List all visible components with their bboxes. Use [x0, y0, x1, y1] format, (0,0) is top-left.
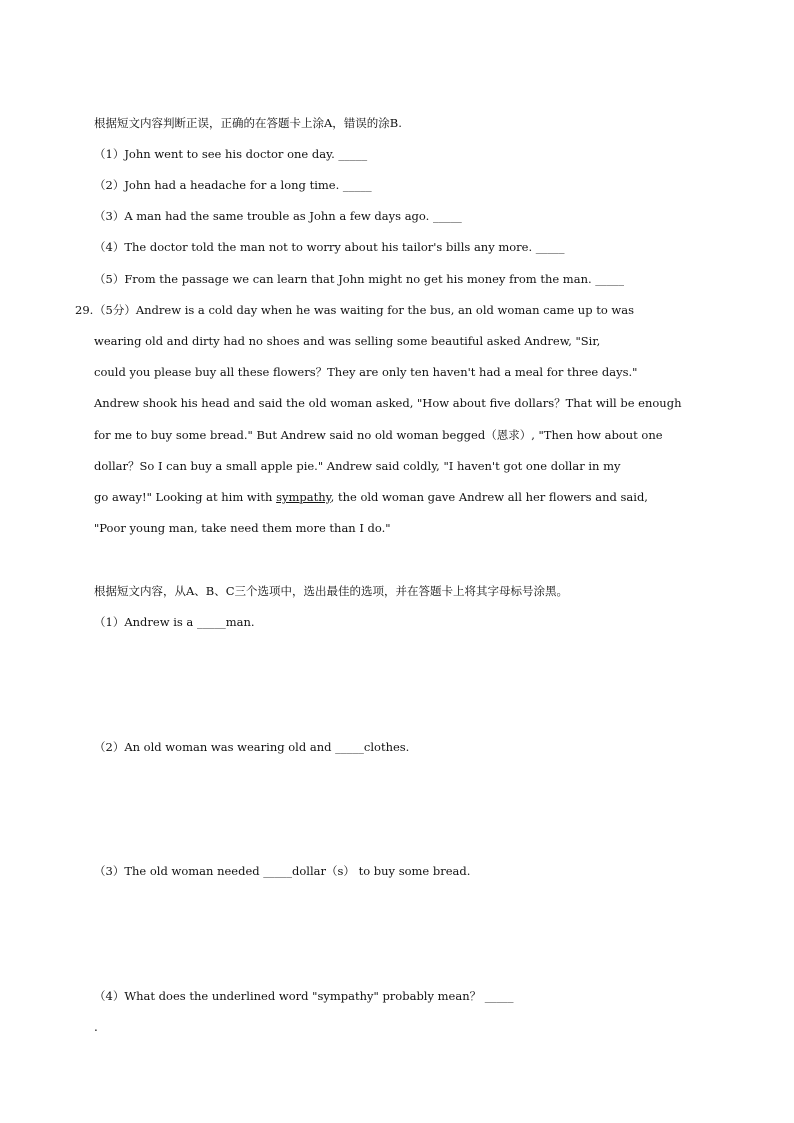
question-number: 29.	[75, 303, 94, 317]
passage-line-5: for me to buy some bread." But Andrew said no old woman begged（恩求）, "Then how about one	[94, 428, 663, 442]
mc-item-1: （1）Andrew is a _____man.	[94, 615, 255, 629]
passage-line-7-end: , the old woman gave Andrew all her flowers and said,	[330, 490, 648, 504]
section1-instruction: 根据短文内容判断正误，正确的在答题卡上涂A，错误的涂B.	[94, 116, 402, 130]
passage-line-7	[94, 489, 648, 505]
tf-item-2: （2）John had a headache for a long time. _____	[94, 178, 372, 192]
mc-item-2: （2）An old woman was wearing old and _____clothes.	[94, 740, 410, 754]
passage-line-6: dollar？So I can buy a small apple pie." Andrew said coldly, "I haven't got one dollar in my	[94, 459, 621, 473]
tf-item-4: （4）The doctor told the man not to worry about his tailor's bills any more. _____	[94, 240, 565, 254]
mc-item-3: （3）The old woman needed _____dollar（s） to buy some bread.	[94, 864, 471, 878]
underlined-word: sympathy	[276, 490, 331, 504]
tf-item-3: （3）A man had the same trouble as John a few days ago. _____	[94, 209, 462, 223]
passage-line-8: "Poor young man, take need them more than I do."	[94, 521, 391, 535]
passage-line-2: wearing old and dirty had no shoes and was selling some beautiful asked Andrew, "Sir,	[94, 334, 601, 348]
passage-line-7-start: go away!" Looking at him with	[94, 490, 277, 504]
passage-line-1: （5分）Andrew is a cold day when he was waiting for the bus, an old woman came up to was	[94, 303, 635, 317]
tf-item-1: （1）John went to see his doctor one day. _____	[94, 147, 368, 161]
passage-line-3: could you please buy all these flowers？They are only ten haven't had a meal for three days."	[94, 365, 638, 379]
tf-item-5: （5）From the passage we can learn that John might no get his money from the man. _____	[94, 272, 625, 286]
section2-instruction: 根据短文内容，从A、B、C三个选项中，选出最佳的选项，并在答题卡上将其字母标号涂黑。	[94, 584, 569, 598]
passage-line-4: Andrew shook his head and said the old woman asked, "How about five dollars？That will be enough	[94, 396, 682, 410]
mc-item-4: （4）What does the underlined word "sympathy" probably mean？ _____	[94, 989, 514, 1003]
trailing-mark: .	[94, 1020, 98, 1034]
